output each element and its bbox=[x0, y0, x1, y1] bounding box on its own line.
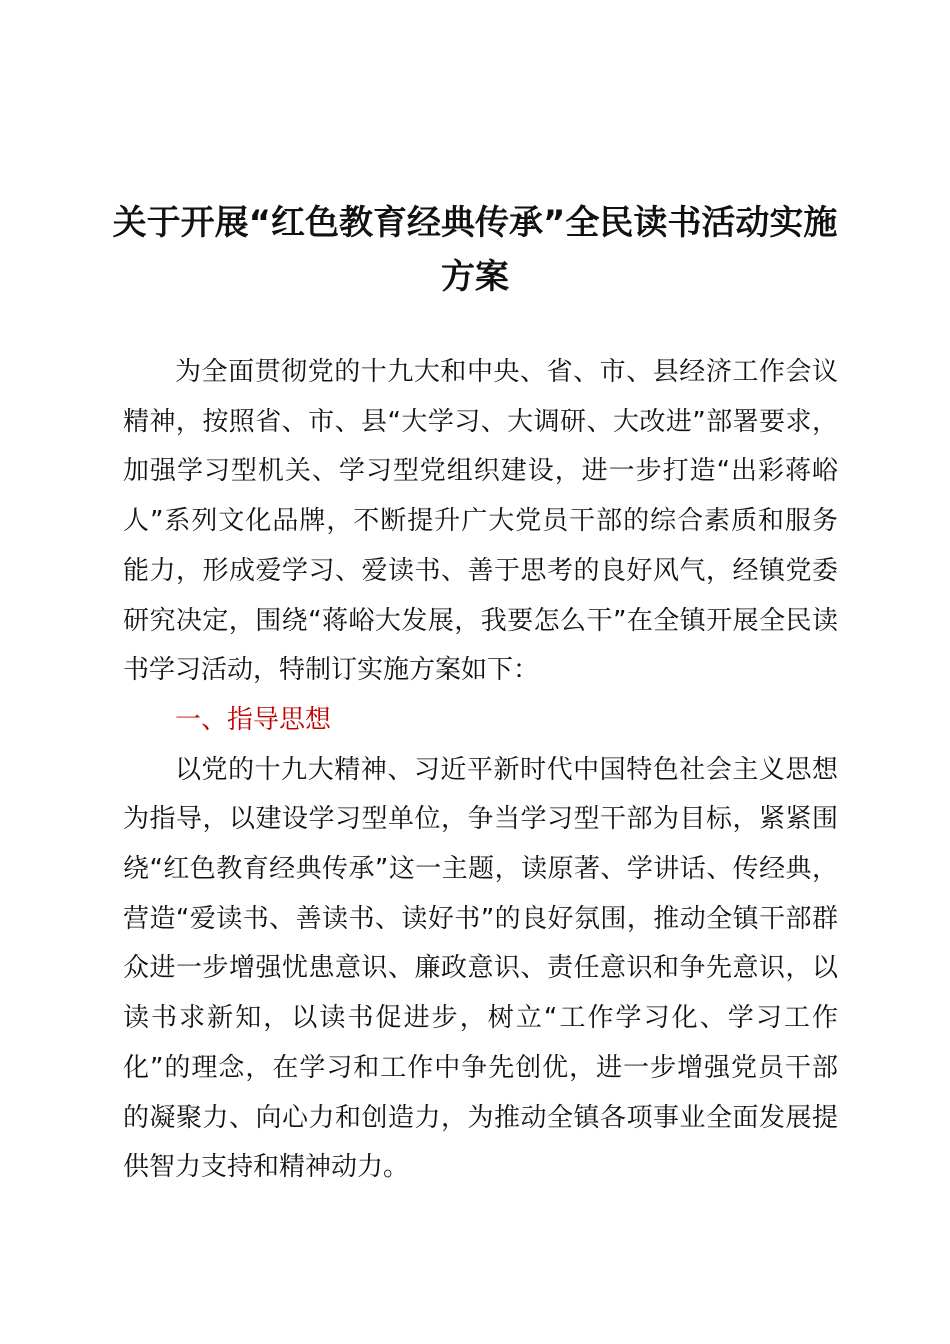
section-heading-guiding-ideology: 一、指导思想 bbox=[175, 704, 332, 735]
document-body bbox=[123, 348, 838, 1193]
section-paragraph-guiding-ideology: 以党的十九大精神、习近平新时代中国特色社会主义思想为指导，以建设学习型单位，争当学习型干部为目标，紧紧围绕“红色教育经典传承”这一主题，读原著、学讲话、传经典，营造“爱读书、善读书、读好书”的良好氛围，推动全镇干部群众进一步增强忧患意识、廉政意识、责任意识和争先意识，以读书求新知，以读书促进步，树立“工作学习化、学习工作化”的理念，在学习和工作中争先创优，进一步增强党员干部的凝聚力、向心力和创造力，为推动全镇各项事业全面发展提供智力支持和精神动力。 bbox=[123, 754, 838, 1183]
intro-paragraph: 为全面贯彻党的十九大和中央、省、市、县经济工作会议精神，按照省、市、县“大学习、大调研、大改进”部署要求，加强学习型机关、学习型党组织建设，进一步打造“出彩蒋峪人”系列文化品牌，不断提升广大党员干部的综合素质和服务能力，形成爱学习、爱读书、善于思考的良好风气，经镇党委研究决定，围绕“蒋峪大发展，我要怎么干”在全镇开展全民读书学习活动，特制订实施方案如下： bbox=[123, 357, 838, 686]
document-title: 关于开展“红色教育经典传承”全民读书活动实施方案 bbox=[112, 203, 838, 297]
